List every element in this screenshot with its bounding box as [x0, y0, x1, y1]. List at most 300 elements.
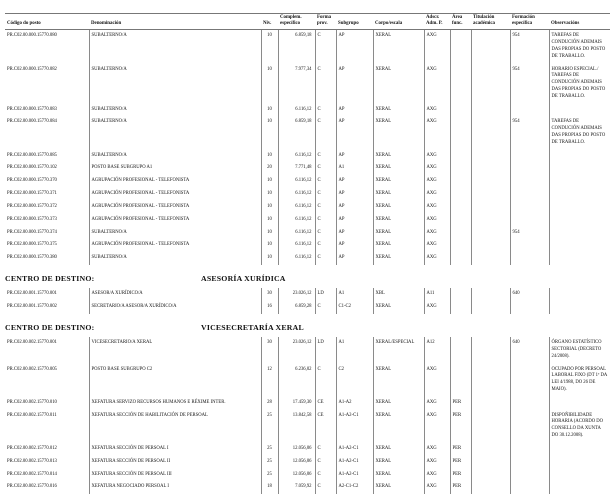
table-row — [5, 397, 610, 410]
cell-forma: C — [315, 456, 336, 469]
cell-titulacion — [471, 64, 510, 104]
cell-denominacion: SUBALTERNO/A — [89, 30, 261, 64]
cell-subgrupo: AP — [336, 64, 373, 104]
cell-subgrupo: A1-A2-C1 — [336, 456, 373, 469]
cell-denominacion: AGRUPACIÓN PROFESIONAL - TELEFONISTA — [89, 175, 261, 188]
table-row — [5, 239, 610, 252]
cell-complem: 7.059,92 — [278, 481, 315, 494]
cell-complem: 6.116,12 — [278, 227, 315, 240]
cell-formacion — [510, 188, 549, 201]
cell-subgrupo: A1-A2-C1 — [336, 469, 373, 482]
cell-titulacion — [471, 443, 510, 456]
cell-observacions — [549, 104, 610, 117]
cell-titulacion — [471, 201, 510, 214]
cell-observacions — [549, 201, 610, 214]
cell-denominacion: SUBALTERNO/A — [89, 150, 261, 163]
cell-denominacion: SUBALTERNO/A — [89, 64, 261, 104]
table-header — [5, 14, 610, 30]
cell-titulacion — [471, 397, 510, 410]
cell-adscr: AXG — [424, 364, 450, 397]
cell-titulacion — [471, 364, 510, 397]
cell-forma: C — [315, 201, 336, 214]
cell-corpo: XERAL/ESPECIAL — [373, 337, 424, 363]
cell-complem: 6.859,18 — [278, 116, 315, 149]
cell-titulacion — [471, 188, 510, 201]
cell-titulacion — [471, 456, 510, 469]
cell-niv: 10 — [261, 239, 278, 252]
table-row — [5, 364, 610, 397]
cell-observacions — [549, 481, 610, 494]
cell-adscr: AXG — [424, 410, 450, 443]
cell-adscr: AXG — [424, 301, 450, 314]
cell-corpo: XERAL — [373, 162, 424, 175]
table-row — [5, 104, 610, 117]
table-row — [5, 150, 610, 163]
cell-niv: 20 — [261, 162, 278, 175]
cell-formacion: 954 — [510, 64, 549, 104]
cell-corpo: XERAL — [373, 214, 424, 227]
cell-observacions: TAREFAS DE CONDUCIÓN ADEMAIS DAS PROPIAS DO POSTO DE TRABALLO. — [549, 30, 610, 64]
cell-subgrupo: C1-C2 — [336, 301, 373, 314]
cell-subgrupo: A2-C1-C2 — [336, 481, 373, 494]
cell-corpo: XERAL — [373, 443, 424, 456]
cell-denominacion: VICESECRETARIO/A XERAL — [89, 337, 261, 363]
cell-complem: 17.459,30 — [278, 397, 315, 410]
cell-corpo: XERAL — [373, 301, 424, 314]
cell-area — [450, 150, 471, 163]
cell-denominacion: AGRUPACIÓN PROFESIONAL - TELEFONISTA — [89, 239, 261, 252]
cell-codigo: PR.C02.00.002.15770.014 — [5, 469, 89, 482]
cell-corpo: XERAL — [373, 364, 424, 397]
cell-formacion: 954 — [510, 30, 549, 64]
column-header-formacion: Formación específica — [510, 14, 549, 30]
cell-area — [450, 364, 471, 397]
cell-observacions — [549, 397, 610, 410]
cell-forma: C — [315, 104, 336, 117]
cell-formacion — [510, 301, 549, 314]
cell-complem: 12.056,06 — [278, 469, 315, 482]
cell-formacion — [510, 201, 549, 214]
column-header-corpo: Corpo/escala — [373, 14, 424, 30]
cell-codigo: PR.C02.00.000.15770.371 — [5, 188, 89, 201]
cell-formacion: 640 — [510, 337, 549, 363]
cell-denominacion: XEFATURA SECCIÓN DE PERSOAL II — [89, 456, 261, 469]
cell-titulacion — [471, 104, 510, 117]
table-row — [5, 443, 610, 456]
table-row — [5, 481, 610, 494]
cell-subgrupo: AP — [336, 252, 373, 265]
cell-denominacion: SUBALTERNO/A — [89, 116, 261, 149]
cell-denominacion: XEFATURA SECCIÓN DE HABILITACIÓN DE PERSOAL — [89, 410, 261, 443]
cell-formacion — [510, 443, 549, 456]
cell-observacions — [549, 443, 610, 456]
section-value: ASESORÍA XURÍDICA — [201, 273, 286, 283]
cell-area: PER — [450, 481, 471, 494]
table-row — [5, 252, 610, 265]
cell-codigo: PR.C02.00.000.15770.374 — [5, 227, 89, 240]
cell-adscr: AXG — [424, 188, 450, 201]
cell-denominacion: SUBALTERNO/A — [89, 227, 261, 240]
cell-subgrupo: AP — [336, 239, 373, 252]
cell-subgrupo: AP — [336, 227, 373, 240]
cell-forma: C — [315, 116, 336, 149]
cell-complem: 6.116,12 — [278, 150, 315, 163]
cell-area — [450, 288, 471, 301]
table-row — [5, 410, 610, 443]
cell-forma: C — [315, 443, 336, 456]
section-value: VICESECRETARÍA XERAL — [201, 322, 304, 332]
cell-subgrupo: AP — [336, 104, 373, 117]
cell-corpo: XERAL — [373, 239, 424, 252]
cell-area — [450, 201, 471, 214]
cell-subgrupo: AP — [336, 201, 373, 214]
cell-denominacion: ASESOR/A XURÍDICO/A — [89, 288, 261, 301]
section-label: CENTRO DE DESTINO: — [5, 273, 95, 283]
cell-complem: 12.056,06 — [278, 443, 315, 456]
cell-codigo: PR.C02.00.000.15770.375 — [5, 239, 89, 252]
table-row — [5, 288, 610, 301]
cell-codigo: PR.C02.00.002.15770.016 — [5, 481, 89, 494]
cell-titulacion — [471, 30, 510, 64]
cell-subgrupo: A1-A2-C1 — [336, 410, 373, 443]
cell-area: PER — [450, 443, 471, 456]
column-header-codigo: Código do posto — [5, 14, 89, 30]
cell-complem: 23.026,12 — [278, 337, 315, 363]
column-header-area: Área func. — [450, 14, 471, 30]
cell-corpo: XERAL — [373, 227, 424, 240]
cell-adscr: AXG — [424, 116, 450, 149]
cell-forma: C — [315, 239, 336, 252]
cell-subgrupo: A1 — [336, 288, 373, 301]
cell-area — [450, 30, 471, 64]
cell-complem: 23.026,12 — [278, 288, 315, 301]
cell-denominacion: XEFATURA SERVIZO RECURSOS HUMANOS E RÉXIME INTER. — [89, 397, 261, 410]
cell-corpo: XERAL — [373, 175, 424, 188]
cell-codigo: PR.C02.00.000.15770.380 — [5, 252, 89, 265]
cell-titulacion — [471, 214, 510, 227]
cell-subgrupo: AP — [336, 188, 373, 201]
cell-titulacion — [471, 162, 510, 175]
cell-observacions: DISPOÑIBILIDADE HORARIA (ACORDO DO CONSELLO DA XUNTA DO 30.12.2008). — [549, 410, 610, 443]
cell-titulacion — [471, 469, 510, 482]
cell-titulacion — [471, 410, 510, 443]
cell-niv: 10 — [261, 175, 278, 188]
cell-corpo: XERAL — [373, 150, 424, 163]
cell-codigo: PR.C02.00.002.15770.011 — [5, 410, 89, 443]
cell-adscr: AXG — [424, 443, 450, 456]
cell-corpo: XERAL — [373, 30, 424, 64]
cell-complem: 6.116,12 — [278, 252, 315, 265]
cell-forma: C — [315, 150, 336, 163]
column-header-complem: Complem. específico — [278, 14, 315, 30]
cell-subgrupo: AP — [336, 214, 373, 227]
cell-niv: 28 — [261, 397, 278, 410]
cell-observacions — [549, 239, 610, 252]
cell-forma: C — [315, 301, 336, 314]
cell-denominacion: AGRUPACIÓN PROFESIONAL - TELEFONISTA — [89, 214, 261, 227]
cell-area — [450, 252, 471, 265]
cell-observacions — [549, 469, 610, 482]
cell-observacions — [549, 162, 610, 175]
cell-area: PER — [450, 456, 471, 469]
cell-corpo: XBL — [373, 288, 424, 301]
cell-forma: C — [315, 188, 336, 201]
cell-area — [450, 116, 471, 149]
cell-niv: 25 — [261, 410, 278, 443]
cell-forma: C — [315, 162, 336, 175]
cell-denominacion: SUBALTERNO/A — [89, 104, 261, 117]
cell-adscr: A11 — [424, 288, 450, 301]
cell-corpo: XERAL — [373, 397, 424, 410]
cell-adscr: AXG — [424, 227, 450, 240]
cell-titulacion — [471, 288, 510, 301]
cell-denominacion: XEFATURA SECCIÓN DE PERSOAL I — [89, 443, 261, 456]
cell-observacions: TAREFAS DE CONDUCIÓN ADEMAIS DAS PROPIAS DO POSTO DE TRABALLO. — [549, 116, 610, 149]
cell-adscr: A12 — [424, 337, 450, 363]
cell-codigo: PR.C02.00.000.15770.373 — [5, 214, 89, 227]
cell-observacions — [549, 252, 610, 265]
cell-area — [450, 104, 471, 117]
cell-niv: 30 — [261, 337, 278, 363]
cell-adscr: AXG — [424, 175, 450, 188]
cell-niv: 10 — [261, 201, 278, 214]
cell-area — [450, 175, 471, 188]
cell-codigo: PR.C02.00.000.15770.080 — [5, 30, 89, 64]
cell-adscr: AXG — [424, 104, 450, 117]
cell-subgrupo: A1 — [336, 162, 373, 175]
table-row — [5, 64, 610, 104]
cell-observacions — [549, 214, 610, 227]
cell-niv: 10 — [261, 227, 278, 240]
cell-area: PER — [450, 410, 471, 443]
cell-area — [450, 337, 471, 363]
cell-titulacion — [471, 481, 510, 494]
cell-adscr: AXG — [424, 214, 450, 227]
column-header-observacions: Observacións — [549, 14, 610, 30]
cell-area — [450, 239, 471, 252]
cell-niv: 10 — [261, 64, 278, 104]
cell-formacion — [510, 239, 549, 252]
cell-forma: C — [315, 214, 336, 227]
cell-adscr: AXG — [424, 469, 450, 482]
cell-area: PER — [450, 469, 471, 482]
cell-forma: C — [315, 252, 336, 265]
cell-area — [450, 214, 471, 227]
table-row — [5, 301, 610, 314]
cell-forma: C — [315, 30, 336, 64]
cell-complem: 6.116,12 — [278, 214, 315, 227]
cell-niv: 10 — [261, 30, 278, 64]
cell-adscr: AXG — [424, 397, 450, 410]
column-header-forma: Forma prov. — [315, 14, 336, 30]
cell-formacion: 640 — [510, 288, 549, 301]
cell-adscr: AXG — [424, 150, 450, 163]
cell-area — [450, 64, 471, 104]
column-header-titulacion: Titulación académica — [471, 14, 510, 30]
cell-formacion — [510, 252, 549, 265]
cell-denominacion: SECRETARIO/A ASESOR/A XURÍDICO/A — [89, 301, 261, 314]
cell-complem: 6.116,12 — [278, 239, 315, 252]
cell-forma: C — [315, 469, 336, 482]
cell-corpo: XERAL — [373, 104, 424, 117]
cell-observacions — [549, 227, 610, 240]
cell-forma: C — [315, 364, 336, 397]
centro-destino-section-header — [5, 265, 610, 288]
cell-formacion — [510, 150, 549, 163]
cell-corpo: XERAL — [373, 252, 424, 265]
column-header-adscr: Adscr. Adm. P. — [424, 14, 450, 30]
cell-observacions — [549, 301, 610, 314]
cell-adscr: AXG — [424, 201, 450, 214]
cell-formacion — [510, 162, 549, 175]
cell-codigo: PR.C02.00.002.15770.010 — [5, 397, 89, 410]
cell-complem: 6.859,18 — [278, 30, 315, 64]
cell-codigo: PR.C02.00.001.15770.002 — [5, 301, 89, 314]
cell-adscr: AXG — [424, 252, 450, 265]
cell-codigo: PR.C02.00.000.15770.372 — [5, 201, 89, 214]
cell-complem: 6.116,12 — [278, 104, 315, 117]
cell-observacions — [549, 456, 610, 469]
cell-area — [450, 162, 471, 175]
cell-codigo: PR.C02.00.002.15770.005 — [5, 364, 89, 397]
cell-titulacion — [471, 175, 510, 188]
cell-corpo: XERAL — [373, 116, 424, 149]
cell-subgrupo: AP — [336, 175, 373, 188]
cell-formacion — [510, 456, 549, 469]
cell-subgrupo: AP — [336, 116, 373, 149]
cell-forma: CE — [315, 397, 336, 410]
cell-observacions: OCUPADO POR PERSOAL LABORAL FIXO (DT 1ª DA LEI 4/1988, DO 26 DE MAIO). — [549, 364, 610, 397]
cell-area: PER — [450, 397, 471, 410]
cell-codigo: PR.C02.00.002.15770.001 — [5, 337, 89, 363]
column-header-niv: Niv. — [261, 14, 278, 30]
cell-adscr: AXG — [424, 162, 450, 175]
cell-denominacion: AGRUPACIÓN PROFESIONAL - TELEFONISTA — [89, 188, 261, 201]
table-row — [5, 337, 610, 363]
cell-corpo: XERAL — [373, 469, 424, 482]
cell-formacion — [510, 481, 549, 494]
cell-forma: C — [315, 175, 336, 188]
cell-denominacion: SUBALTERNO/A — [89, 252, 261, 265]
cell-adscr: AXG — [424, 481, 450, 494]
table-row — [5, 30, 610, 64]
cell-area — [450, 227, 471, 240]
cell-corpo: XERAL — [373, 456, 424, 469]
table-row — [5, 116, 610, 149]
cell-formacion — [510, 469, 549, 482]
cell-adscr: AXG — [424, 64, 450, 104]
cell-niv: 10 — [261, 252, 278, 265]
cell-niv: 25 — [261, 456, 278, 469]
cell-denominacion: POSTO BASE SUBGRUPO C2 — [89, 364, 261, 397]
cell-adscr: AXG — [424, 239, 450, 252]
cell-forma: LD — [315, 337, 336, 363]
cell-denominacion: XEFATURA SECCIÓN DE PERSOAL III — [89, 469, 261, 482]
cell-titulacion — [471, 239, 510, 252]
cell-corpo: XERAL — [373, 410, 424, 443]
cell-niv: 25 — [261, 469, 278, 482]
cell-titulacion — [471, 227, 510, 240]
cell-observacions — [549, 175, 610, 188]
cell-codigo: PR.C02.00.000.15770.083 — [5, 104, 89, 117]
cell-subgrupo: A1 — [336, 337, 373, 363]
centro-destino-section-header — [5, 314, 610, 337]
cell-niv: 10 — [261, 150, 278, 163]
table-row — [5, 456, 610, 469]
cell-subgrupo: A1-A2-C1 — [336, 443, 373, 456]
cell-titulacion — [471, 337, 510, 363]
cell-formacion — [510, 175, 549, 188]
cell-observacions — [549, 188, 610, 201]
cell-complem: 6.116,12 — [278, 175, 315, 188]
cell-corpo: XERAL — [373, 188, 424, 201]
cell-denominacion: POSTO BASE SUBGRUPO A1 — [89, 162, 261, 175]
cell-subgrupo: C2 — [336, 364, 373, 397]
cell-observacions: HORARIO ESPECIAL./ TAREFAS DE CONDUCIÓN ADEMAIS DAS PROPIAS DO POSTO DE TRABALLO. — [549, 64, 610, 104]
cell-codigo: PR.C02.00.001.15770.001 — [5, 288, 89, 301]
table-row — [5, 188, 610, 201]
cell-complem: 6.116,12 — [278, 201, 315, 214]
cell-subgrupo: AP — [336, 150, 373, 163]
cell-codigo: PR.C02.00.002.15770.013 — [5, 456, 89, 469]
cell-formacion — [510, 410, 549, 443]
table-row — [5, 162, 610, 175]
cell-denominacion: XEFATURA NEGOCIADO PERSOAL I — [89, 481, 261, 494]
rpt-table — [5, 13, 610, 494]
cell-codigo: PR.C02.00.000.15770.082 — [5, 64, 89, 104]
cell-complem: 6.116,12 — [278, 188, 315, 201]
cell-niv: 18 — [261, 481, 278, 494]
cell-codigo: PR.C02.00.000.15770.084 — [5, 116, 89, 149]
cell-titulacion — [471, 116, 510, 149]
table-row — [5, 227, 610, 240]
cell-niv: 12 — [261, 364, 278, 397]
cell-corpo: XERAL — [373, 201, 424, 214]
cell-codigo: PR.C02.00.000.15770.085 — [5, 150, 89, 163]
cell-forma: CE — [315, 410, 336, 443]
table-row — [5, 214, 610, 227]
cell-formacion: 954 — [510, 227, 549, 240]
column-header-denominacion: Denominación — [89, 14, 261, 30]
cell-area — [450, 301, 471, 314]
cell-subgrupo: AP — [336, 30, 373, 64]
cell-complem: 12.056,06 — [278, 456, 315, 469]
cell-area — [450, 188, 471, 201]
cell-codigo: PR.C02.00.000.15770.102 — [5, 162, 89, 175]
cell-codigo: PR.C02.00.000.15770.370 — [5, 175, 89, 188]
cell-formacion — [510, 364, 549, 397]
cell-codigo: PR.C02.00.002.15770.012 — [5, 443, 89, 456]
cell-corpo: XERAL — [373, 64, 424, 104]
cell-niv: 16 — [261, 301, 278, 314]
cell-observacions — [549, 150, 610, 163]
cell-forma: C — [315, 64, 336, 104]
cell-observacions: ÓRGANO ESTATÍSTICO SECTORIAL (DECRETO 24/2008). — [549, 337, 610, 363]
cell-adscr: AXG — [424, 456, 450, 469]
cell-complem: 7.771,48 — [278, 162, 315, 175]
cell-niv: 25 — [261, 443, 278, 456]
cell-niv: 10 — [261, 116, 278, 149]
cell-niv: 30 — [261, 288, 278, 301]
cell-complem: 6.859,28 — [278, 301, 315, 314]
column-header-subgrupo: Subgrupo — [336, 14, 373, 30]
cell-adscr: AXG — [424, 30, 450, 64]
cell-observacions — [549, 288, 610, 301]
cell-titulacion — [471, 301, 510, 314]
table-row — [5, 469, 610, 482]
cell-denominacion: AGRUPACIÓN PROFESIONAL - TELEFONISTA — [89, 201, 261, 214]
cell-titulacion — [471, 252, 510, 265]
